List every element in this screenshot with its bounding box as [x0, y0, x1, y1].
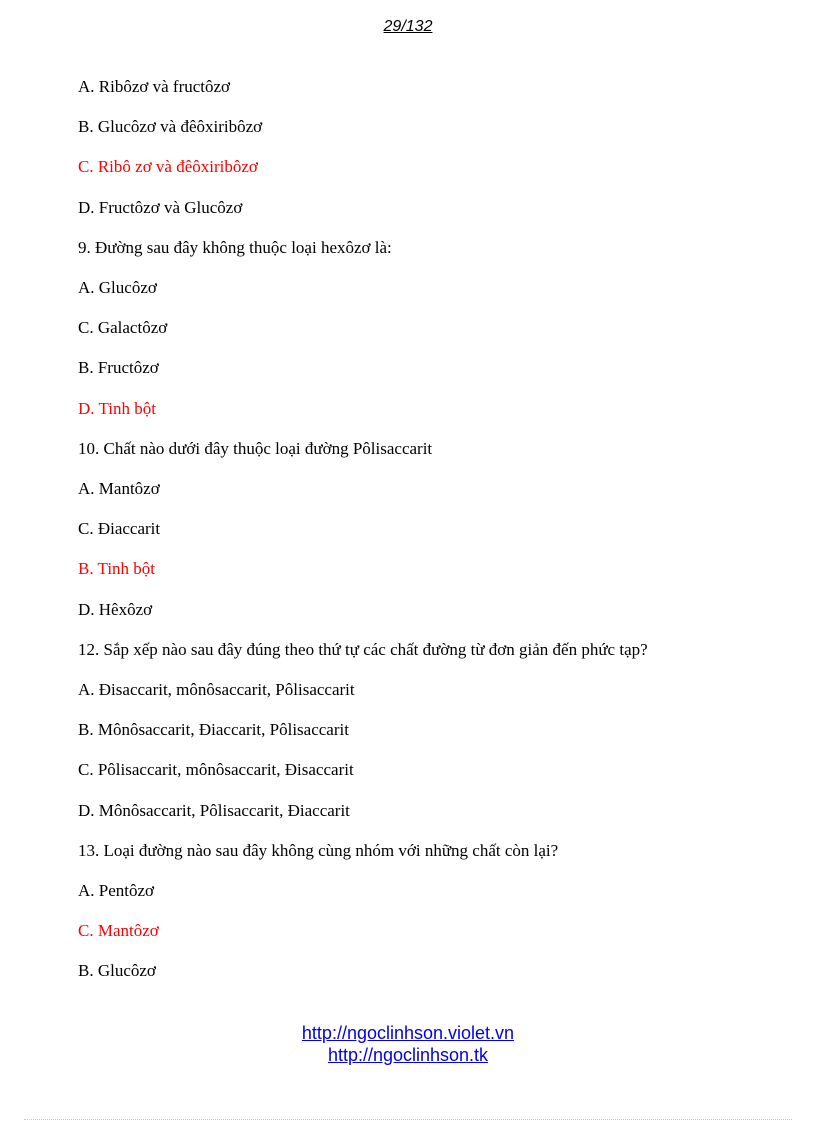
quiz-line: B. Glucôzơ	[78, 961, 156, 980]
quiz-line: C. Pôlisaccarit, mônôsaccarit, Đisaccarit	[78, 760, 354, 779]
answer-option-correct: B. Tinh bột	[78, 559, 156, 578]
footer-link-violet[interactable]: http://ngoclinhson.violet.vn	[301, 1023, 515, 1043]
quiz-line: C. Điaccarit	[78, 519, 161, 538]
quiz-line: 13. Loại đường nào sau đây không cùng nhóm với những chất còn lại?	[78, 841, 559, 860]
quiz-line: D. Hêxôzơ	[78, 600, 153, 619]
quiz-line: A. Ribôzơ và fructôzơ	[78, 77, 231, 96]
quiz-line: 12. Sắp xếp nào sau đây đúng theo thứ tự các chất đường từ đơn giản đến phức tạp?	[78, 640, 648, 659]
quiz-line: 9. Đường sau đây không thuộc loại hexôzơ là:	[78, 238, 392, 257]
quiz-line: A. Mantôzơ	[78, 479, 160, 498]
quiz-line: B. Glucôzơ và đêôxiribôzơ	[78, 117, 263, 136]
quiz-line: D. Mônôsaccarit, Pôlisaccarit, Điaccarit	[78, 801, 350, 820]
quiz-line: B. Mônôsaccarit, Điaccarit, Pôlisaccarit	[78, 720, 349, 739]
answer-option-correct: C. Ribô zơ và đêôxiribôzơ	[78, 157, 258, 176]
quiz-line: 10. Chất nào dưới đây thuộc loại đường Pôlisaccarit	[78, 439, 433, 458]
quiz-line: A. Glucôzơ	[78, 278, 157, 297]
quiz-line: D. Fructôzơ và Glucôzơ	[78, 198, 243, 217]
quiz-line: C. Galactôzơ	[78, 318, 168, 337]
page-number: 29/132	[383, 18, 433, 35]
footer	[0, 1022, 816, 1066]
quiz-line: A. Pentôzơ	[78, 881, 155, 900]
answer-option-correct: C. Mantôzơ	[78, 921, 159, 940]
page-bottom-divider	[24, 1119, 792, 1120]
quiz-line: A. Đisaccarit, mônôsaccarit, Pôlisaccarit	[78, 680, 355, 699]
footer-link-tk[interactable]: http://ngoclinhson.tk	[327, 1045, 489, 1065]
answer-option-correct: D. Tinh bột	[78, 399, 156, 418]
quiz-line: B. Fructôzơ	[78, 358, 159, 377]
